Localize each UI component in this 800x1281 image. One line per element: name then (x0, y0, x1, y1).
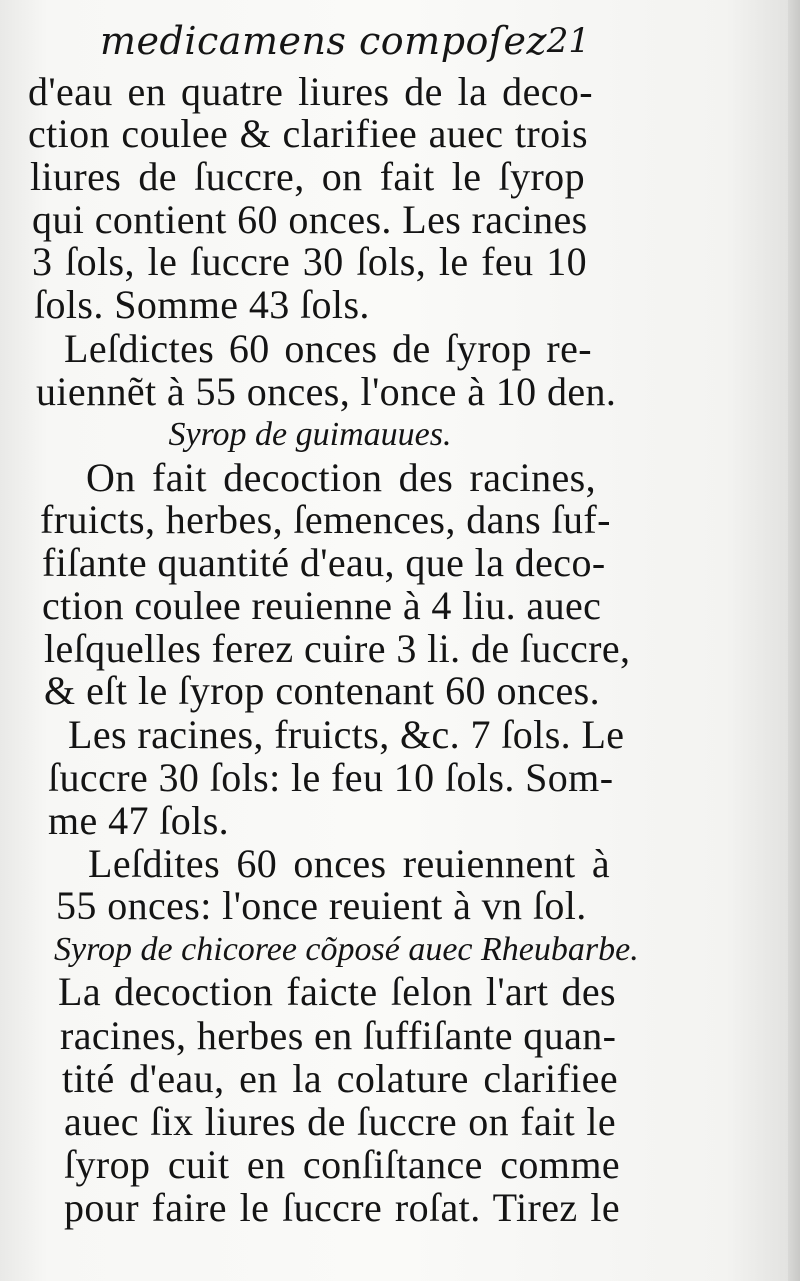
text-line: liures de ſuccre, on fait le ſyrop (30, 154, 585, 199)
text-line: & eſt le ſyrop contenant 60 onces. (44, 668, 600, 713)
text-line: ſyrop cuit en conſiſtance comme (64, 1142, 620, 1187)
text-line: me 47 ſols. (48, 798, 230, 843)
text-line: racines, herbes en ſuffiſante quan- (60, 1013, 617, 1058)
text-line: Leſdictes 60 onces de ſyrop re- (64, 326, 592, 371)
section-heading: Syrop de chicoree cõposé auec Rheubarbe. (54, 931, 639, 968)
text-line: 3 ſols, le ſuccre 30 ſols, le feu 10 (32, 239, 587, 284)
text-line: tité d'eau, en la colature clarifiee (62, 1056, 618, 1101)
text-line: ſuccre 30 ſols: le feu 10 ſols. Som- (48, 755, 614, 800)
page-number: 21 (546, 21, 590, 61)
text-line: On fait decoction des racines, (86, 455, 596, 500)
running-title: medicamens compoſez (100, 19, 547, 63)
text-line: ſols. Somme 43 ſols. (34, 282, 370, 327)
text-line: 55 onces: l'once reuient à vn ſol. (56, 883, 587, 928)
text-line: d'eau en quatre liures de la deco- (28, 69, 593, 114)
text-line: qui contient 60 onces. Les racines (32, 197, 588, 242)
text-line: pour faire le ſuccre roſat. Tirez le (64, 1185, 620, 1230)
text-line: Leſdites 60 onces reuiennent à (88, 841, 610, 886)
text-line: fruicts, herbes, ſemences, dans ſuf- (40, 497, 611, 542)
text-line: auec ſix liures de ſuccre on fait le (64, 1099, 616, 1144)
text-line: La decoction faicte ſelon l'art des (58, 969, 616, 1014)
text-line: ction coulee & clarifiee auec trois (28, 111, 588, 156)
text-line: uiennẽt à 55 onces, l'once à 10 den. (36, 369, 617, 414)
text-line: fiſante quantité d'eau, que la deco- (42, 540, 606, 585)
text-line: leſquelles ferez cuire 3 li. de ſuccre, (44, 626, 631, 671)
section-heading: Syrop de guimauues. (168, 416, 452, 453)
text-line: ction coulee reuienne à 4 liu. auec (42, 583, 602, 628)
text-line: Les racines, fruicts, &c. 7 ſols. Le (68, 712, 625, 757)
